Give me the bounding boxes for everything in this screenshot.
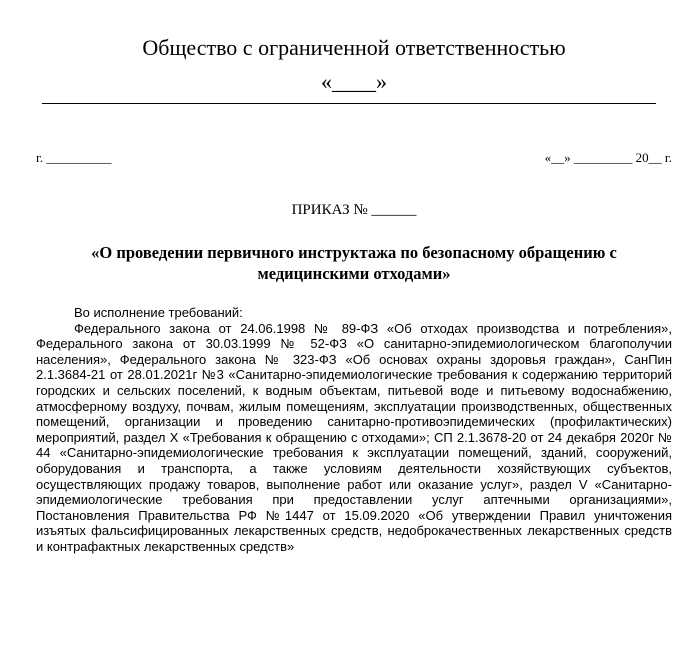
organization-name-placeholder: «____» (321, 69, 387, 94)
order-title: ПРИКАЗ № ______ (291, 202, 417, 218)
date-field: «__» _________ 20__ г. (544, 150, 672, 165)
order-subject: «О проведении первичного инструктажа по безопасному обращению с медицинскими отходами» (91, 243, 617, 283)
body-intro: Во исполнение требований: (74, 305, 243, 320)
order-body (36, 305, 672, 555)
body-paragraph: Федерального закона от 24.06.1998 № 89-ФЗ «Об отходах производства и потребления», Федерального закона от 30.03.1999 № 52-ФЗ «О санитарно-эпидемиологическом благополучии населения», Федерального закона № 323-ФЗ «Об основах охраны здоровья граждан», СанПин 2.1.3684-21 от 28.01.2021г №3 «Санитарно-эпидемиологические требования к содержанию территорий городских и сельских поселений, к водным объектам, питьевой воде и питьевому водоснабжению, атмосферному воздуху, почвам, жилым помещениям, эксплуатации производственных, общественных помещений, организации и проведению санитарно-противоэпидемических (профилактических) мероприятий, раздел X «Требования к обращению с отходами»; СП 2.1.3678-20 от 24 декабря 2020г № 44 «Санитарно-эпидемиологические требования к эксплуатации помещений, зданий, сооружений, оборудования и транспорта, а также условиям деятельности хозяйствующих субъектов, осуществляющих продажу товаров, выполнение работ или оказание услуг», раздел V «Санитарно-эпидемиологические требования при предоставлении услуг аптечными организациями», Постановления Правительства РФ №1447 от 15.09.2020 «Об утверждении Правил уничтожения изъятых фальсифицированных лекарственных средств, недоброкачественных лекарственных средств и контрафактных лекарственных средств» (36, 320, 672, 554)
city-field: г. __________ (36, 150, 112, 165)
header-divider (42, 103, 656, 104)
organization-name: Общество с ограниченной ответственностью (142, 35, 566, 60)
